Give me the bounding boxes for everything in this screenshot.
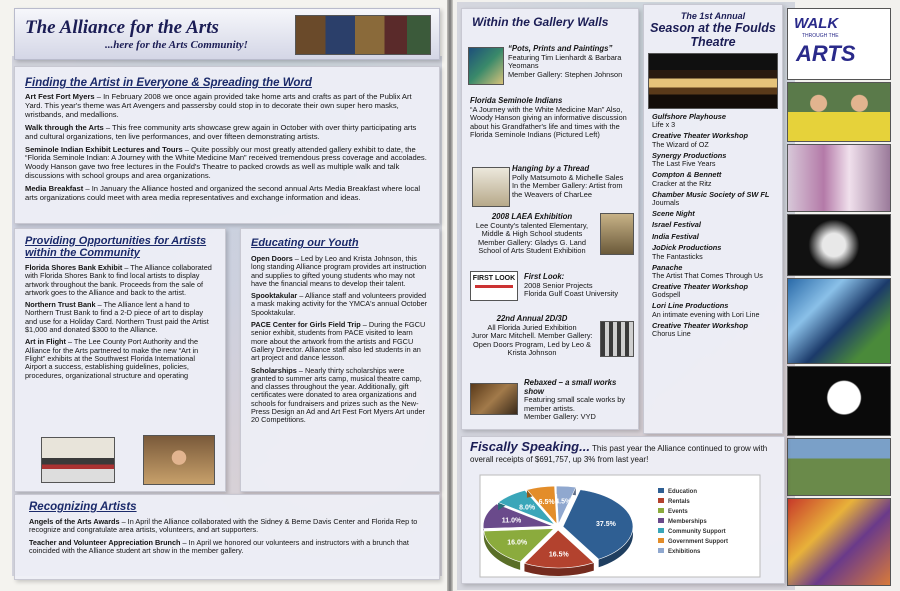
legend-swatch	[658, 498, 664, 503]
theatre-show-title: The Fantasticks	[652, 251, 703, 261]
gallery-exhibit-0	[508, 45, 634, 79]
photo-strip	[787, 8, 891, 586]
theatre-show	[652, 221, 780, 229]
gallery-line-0-0: Featuring Tim Lienhardt & Barbara Yeomans	[508, 52, 622, 71]
gallery-title-5: 22nd Annual 2D/3D	[496, 314, 568, 323]
recog-lead-1: Teacher and Volunteer Appreciation Brunch	[29, 537, 181, 547]
finding-text-3: – In January the Alliance hosted and organized the second annual Arts Media Breakfast where local arts organizations could meet with area media representatives and exchange information and ideas.	[25, 184, 421, 203]
first-look-logo	[470, 271, 518, 301]
outdoor-event-photo	[787, 438, 891, 496]
dancers-photo	[787, 144, 891, 212]
theatre-section	[643, 4, 783, 434]
finding-section	[14, 66, 440, 224]
gallery-line-1-0: “A Journey with the White Medicine Man” Also, Woody Hanson giving an informative discussion about his Grandfather's life and times with the Florida Seminole Indians (Pictured Left)	[470, 104, 627, 140]
gallery-line-3-0: Lee County's talented Elementary, Middle & High School students	[475, 220, 589, 239]
laea-photo	[600, 213, 634, 255]
gallery-exhibit-2	[512, 165, 634, 199]
recognizing-heading: Recognizing Artists	[29, 501, 137, 513]
first-look-label: FIRST LOOK	[472, 275, 516, 282]
left-page	[0, 0, 447, 591]
finding-text-0: – In February 2008 we once again provided take home arts and crafts as part of the Publix Art Yard. This year's theme was Art Avengers and passersby could stop in to decorate their own super hero masks, wristbands, and medallions.	[25, 92, 412, 119]
opp-lead-1: Northern Trust Bank	[25, 300, 96, 310]
theatre-show	[652, 210, 780, 218]
theatre-show-title: Journals	[652, 198, 680, 208]
pie-value-label: 16.0%	[507, 539, 528, 547]
theatre-show	[652, 322, 780, 338]
pie-value-label: 6.5%	[538, 499, 555, 507]
youth-section	[240, 228, 440, 492]
gallery-line-2-1: In the Member Gallery: Artist from the Weavers of CharLee	[512, 181, 623, 199]
theatre-show-company: Creative Theater Workshop	[652, 282, 748, 292]
left-header	[14, 8, 440, 60]
pie-value-label: 4.5%	[555, 498, 572, 506]
gallery-exhibit-3	[470, 213, 594, 256]
opp-lead-0: Florida Shores Bank Exhibit	[25, 263, 123, 272]
theatre-show-title: The Wizard of OZ	[652, 139, 709, 149]
legend-label: Exhibitions	[668, 549, 701, 555]
gallery-section	[461, 8, 639, 430]
legend-label: Memberships	[668, 519, 707, 525]
gallery-line-6-1: Member Gallery: VYD	[524, 412, 596, 422]
header-photo-collage	[295, 15, 431, 55]
gallery-line-4-0: 2008 Senior Projects	[524, 280, 593, 290]
theatre-show-company: Creative Theater Workshop	[652, 131, 748, 141]
theatre-stage-photo	[648, 53, 778, 109]
opp-text-2: – The Lee County Port Authority and the Alliance for the Arts partnered to make the new “Art in Flight” exhibits at the Southwest Florida International Airport a success, establishing guidelines, policies, procedures, organizational structure and operating	[25, 337, 199, 380]
legend-label: Events	[668, 509, 688, 515]
theatre-show	[652, 233, 780, 241]
opp-text-1: – The Alliance lent a hand to Northern Trust Bank to find a 2-D piece of art to display and use for a Holiday Card. Northern Trust paid the Artist $1,000 and donated $300 to the Alliance.	[25, 300, 209, 335]
theatre-show-company: Lori Line Productions	[652, 301, 729, 311]
recog-lead-0: Angels of the Arts Awards	[29, 517, 120, 526]
legend-swatch	[658, 548, 664, 553]
theatre-show-title: Life x 3	[652, 120, 676, 130]
gallery-title-6: Rebaxed – a small works show	[524, 378, 617, 396]
walk-logo-line3: ARTS	[796, 41, 856, 66]
right-page	[453, 0, 900, 591]
pots-prints-photo	[468, 47, 504, 85]
legend-label: Government Support	[668, 539, 729, 545]
legend-swatch	[658, 528, 664, 533]
theatre-show-company: India Festival	[652, 231, 699, 241]
opp-lead-2: Art in Flight	[25, 337, 66, 347]
page-title: The Alliance for the Arts	[25, 17, 219, 38]
theatre-show-company: Israel Festival	[652, 220, 701, 230]
theatre-show-title: Godspell	[652, 290, 681, 300]
theatre-show-company: Synergy Productions	[652, 150, 727, 160]
opportunities-heading: Providing Opportunities for Artists within the Community	[25, 235, 207, 259]
child-artist-photo	[143, 435, 215, 485]
gallery-title-1: Florida Seminole Indians	[470, 96, 563, 105]
painting-photo	[787, 278, 891, 364]
walk-logo-line1: WALK	[794, 15, 839, 32]
fiscal-heading: Fiscally Speaking...	[470, 439, 590, 454]
legend-swatch	[658, 518, 664, 523]
theatre-show	[652, 283, 780, 299]
theatre-show	[652, 302, 780, 318]
theatre-show-title: Cracker at the Ritz	[652, 178, 712, 188]
colorful-painting-photo	[787, 498, 891, 586]
legend-label: Rentals	[668, 499, 690, 505]
gallery-line-5-1: Juror Marc Mitchell. Member Gallery: Open Doors Program, Led by Leo & Krista Johnson	[471, 331, 593, 358]
opportunities-section	[14, 228, 226, 492]
youth-text-1: – Alliance staff and volunteers provided a mask making activity for the YMCA's annual October Spooktakular.	[251, 291, 428, 317]
theatre-show	[652, 264, 780, 280]
gallery-line-0-1: Member Gallery: Stephen Johnson	[508, 69, 623, 79]
recog-text-0: – In April the Alliance collaborated with the Sidney & Berne Davis Center and Florida Rep to recognize and congratulate area artists, volunteers, and art supporters.	[29, 517, 418, 535]
finding-heading: Finding the Artist in Everyone & Spreading the Word	[25, 77, 312, 89]
pie-value-label: 8.0%	[519, 504, 536, 512]
youth-lead-3: Scholarships	[251, 365, 297, 375]
gallery-heading: Within the Gallery Walls	[472, 15, 609, 29]
cutout-art-photo	[787, 366, 891, 436]
gallery-title-3: 2008 LAEA Exhibition	[491, 212, 573, 221]
theatre-show-title: The Artist That Comes Through Us	[652, 271, 763, 281]
youth-text-3: – Nearly thirty scholarships were granted to summer arts camp, musical theatre camp, and classes throughout the year. Additionally, gift certificates were donated to area organizations and schools for fundraisers and prizes such as the New-Press Design an Ad and Art Fest Fort Myers Art under 20 Competitions.	[251, 365, 425, 425]
recognizing-section	[14, 494, 440, 580]
legend-label: Community Support	[668, 529, 726, 535]
gallery-line-4-1: Florida Gulf Coast University	[524, 289, 619, 299]
gallery-line-2-0: Polly Matsumoto & Michelle Sales	[512, 172, 624, 182]
pie-value-label: 16.5%	[548, 551, 569, 559]
hanging-thread-photo	[472, 167, 510, 207]
pie-value-label: 37.5%	[595, 521, 616, 529]
pie-value-label: 11.0%	[501, 517, 522, 525]
theatre-show-title: Chorus Line	[652, 329, 691, 339]
recog-text-1: – In April we honored our volunteers and instructors with a brunch that coincided with the Alliance student art show in the member gallery.	[29, 537, 409, 555]
theatre-show	[652, 113, 780, 129]
theatre-show-company: Chamber Music Society of SW FL	[652, 189, 770, 199]
fiscal-section	[461, 436, 785, 584]
legend-swatch	[658, 488, 664, 493]
walk-logo-line2: THROUGH THE	[802, 33, 839, 39]
theatre-heading-small: The 1st Annual	[680, 11, 746, 21]
gallery-exhibit-4	[524, 273, 634, 299]
theatre-heading: Season at the Foulds Theatre	[650, 21, 776, 49]
youth-lead-2: PACE Center for Girls Field Trip	[251, 320, 361, 330]
receipts-pie-chart	[462, 471, 784, 581]
finding-lead-2: Seminole Indian Exhibit Lectures and Tours	[25, 144, 183, 154]
theatre-show-title: An intimate evening with Lori Line	[652, 309, 760, 319]
fiscal-intro: This past year the Alliance continued to grow with overall receipts of $691,757, up 3% from last year!	[470, 444, 768, 464]
legend-swatch	[658, 538, 664, 543]
gallery-title-0: “Pots, Prints and Paintings”	[508, 44, 613, 53]
youth-heading: Educating our Youth	[251, 237, 359, 249]
theatre-show	[652, 171, 780, 187]
finding-text-2: – Quite possibly our most greatly attended gallery exhibit to date, the “Florida Seminole Indian: A Journey with the White Medicine Man” received tremendous press coverage and accolades. Woody Hanson gave two free lectures in the Fould's Theatre to packed crowds as well as multiple walk and talk discussions with school groups and area organizations.	[25, 144, 427, 181]
theatre-show	[652, 244, 780, 260]
theatre-show-company: Compton & Bennett	[652, 170, 722, 180]
gallery-line-5-0: All Florida Juried Exhibition	[487, 322, 577, 332]
theatre-show-company: Scene Night	[652, 209, 695, 219]
youth-lead-0: Open Doors	[251, 254, 293, 263]
opp-text-0: – The Alliance collaborated with Florida Shores Bank to find local artists to display artwork throughout the bank. Proceeds from the sale of artwork goes to the Alliance and back to the artist.	[25, 263, 212, 297]
theatre-show-company: JoDick Productions	[652, 243, 722, 253]
finding-lead-3: Media Breakfast	[25, 184, 84, 194]
theatre-show	[652, 152, 780, 168]
youth-lead-1: Spooktakular	[251, 291, 298, 301]
gallery-line-3-1: Member Gallery: Gladys G. Land School of Arts Student Exhibition	[477, 237, 587, 256]
youth-text-0: – Led by Leo and Krista Johnson, this long standing Alliance program provides art instruction and supplies to gifted young students who may not have the financial means to develop their talent.	[251, 254, 427, 288]
theatre-show-company: Gulfshore Playhouse	[652, 112, 726, 121]
theatre-show-list	[652, 113, 780, 341]
finding-lead-1: Walk through the Arts	[25, 122, 104, 132]
airport-art-photo	[41, 437, 115, 483]
walk-through-arts-logo	[787, 8, 891, 80]
theatre-show-company: Creative Theater Workshop	[652, 320, 748, 330]
kids-performers-photo	[787, 82, 891, 142]
theatre-show-title: The Last Five Years	[652, 159, 716, 169]
youth-text-2: – During the FGCU senior exhibit, students from PACE visited to learn more about the artwork from the artists and FGCU Gallery Director. Alliance staff also led students in an art project and dance lesson.	[251, 320, 426, 363]
gallery-title-2: Hanging by a Thread	[512, 164, 590, 173]
gallery-exhibit-1	[470, 97, 632, 140]
gallery-exhibit-6	[524, 379, 634, 422]
theatre-show	[652, 132, 780, 148]
page-subtitle: ...here for the Arts Community!	[105, 39, 248, 51]
legend-swatch	[658, 508, 664, 513]
finding-text-1: – This free community arts showcase grew again in October with over thirty participating arts and cultural organizations, ten live performances, and over fifteen demonstrating artists.	[25, 122, 417, 141]
sculpture-photo	[787, 214, 891, 276]
theatre-show-company: Panache	[652, 262, 683, 272]
rebaxed-photo	[470, 383, 518, 415]
theatre-show	[652, 191, 780, 207]
gallery-exhibit-5	[470, 315, 594, 358]
juried-exhibition-photo	[600, 321, 634, 357]
legend-label: Education	[668, 489, 698, 495]
gallery-line-6-0: Featuring small scale works by member artists.	[524, 395, 626, 413]
gallery-title-4: First Look:	[524, 272, 565, 281]
finding-lead-0: Art Fest Fort Myers	[25, 92, 95, 101]
